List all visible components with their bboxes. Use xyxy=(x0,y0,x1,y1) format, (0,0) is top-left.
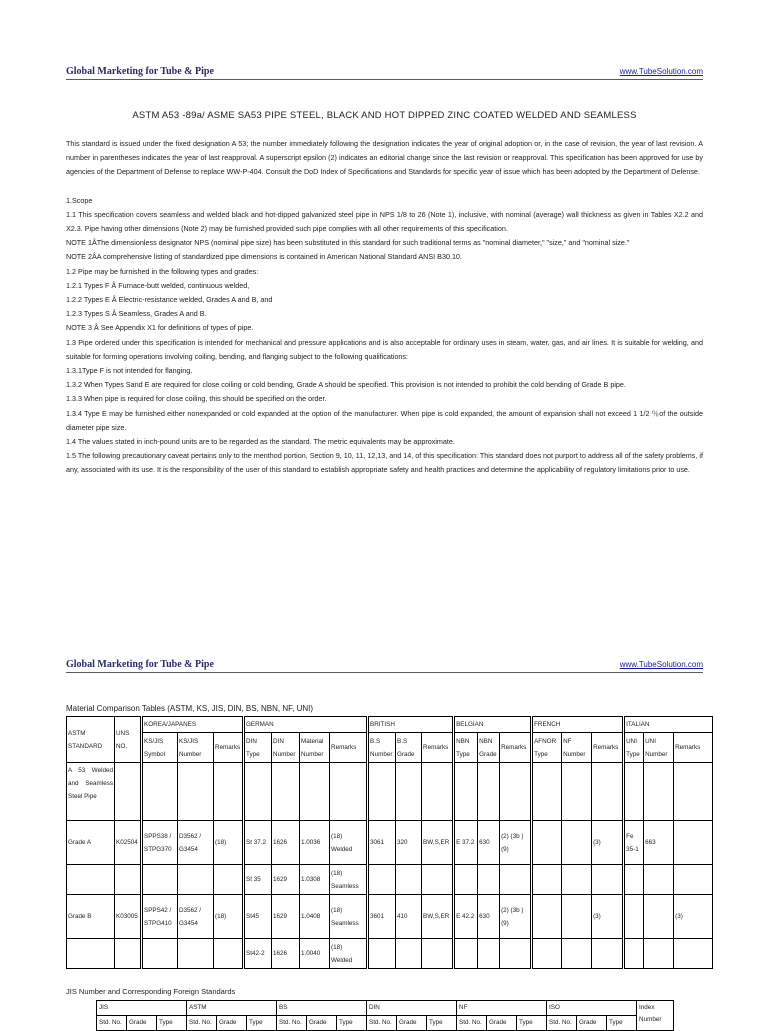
table-subheader-row xyxy=(67,733,713,763)
note-2: NOTE 2ÂA comprehensive listing of standardized pipe dimensions is contained in American National Standard ANSI B30.10. xyxy=(66,252,462,262)
table-cell xyxy=(178,865,214,895)
table-cell xyxy=(562,821,592,865)
table-cell xyxy=(422,939,454,969)
table-cell xyxy=(142,865,178,895)
table-cell xyxy=(396,865,422,895)
column-header: Remarks xyxy=(330,733,368,763)
paragraph-1-4: 1.4 The values stated in inch-pound units are to be regarded as the standard. The metric equivalents may be approximate. xyxy=(66,437,455,447)
table-cell xyxy=(562,939,592,969)
table-cell xyxy=(562,895,592,939)
column-header: Remarks xyxy=(500,733,532,763)
table-cell: D3562 / G3454 xyxy=(178,895,214,939)
table-cell xyxy=(396,939,422,969)
column-header: Std. No. xyxy=(187,1016,217,1031)
table-cell: D3562 / G3454 xyxy=(178,821,214,865)
table-cell xyxy=(368,939,396,969)
paragraph-1-1: 1.1 This specification covers seamless and welded black and hot-dipped galvanized steel pipe in NPS 1/8 to 26 (Note 1), inclusive, with nominal (average) wall thickness as given in Tables X2.2 and X2.3. Pipe having other dimensions (Note 2) may be furnished provided such pipe complies with all other requirements of this specification. xyxy=(66,209,703,234)
column-header: Grade xyxy=(577,1016,607,1031)
uns-cell: K02504 xyxy=(115,821,142,865)
table-cell: (3) xyxy=(592,821,624,865)
material-comparison-table xyxy=(66,716,713,969)
table-cell xyxy=(644,865,674,895)
table-cell: Fe 35-1 xyxy=(624,821,644,865)
jis-subheader-row xyxy=(97,1016,674,1031)
table-cell: (3) xyxy=(674,895,713,939)
table-cell: (2) (3b )(9) xyxy=(500,821,532,865)
group-header: BELGIAN xyxy=(454,717,532,733)
column-header: B.S Number xyxy=(368,733,396,763)
jis-header-row xyxy=(97,1001,674,1016)
column-header: Type xyxy=(607,1016,637,1031)
column-header: KS/JIS Number xyxy=(178,733,214,763)
table-cell: E 37.2 xyxy=(454,821,478,865)
uns-cell xyxy=(115,865,142,895)
table-cell xyxy=(532,939,562,969)
paragraph-1-3: 1.3 Pipe ordered under this specification is intended for mechanical and pressure applications and is also acceptable for ordinary uses in steam, water, gas, and air lines. It is suitable for welding, and suitable for forming operations involving coiling, bending, and flanging subject to the following qualifications: xyxy=(66,337,703,361)
table-cell xyxy=(674,865,713,895)
table-cell xyxy=(592,865,624,895)
table-cell xyxy=(214,865,244,895)
table-cell xyxy=(644,895,674,939)
table-cell: (18) xyxy=(214,895,244,939)
document-title: ASTM A53 -89a/ ASME SA53 PIPE STEEL, BLACK AND HOT DIPPED ZINC COATED WELDED AND SEAMLESS xyxy=(132,110,637,121)
table-cell: 630 xyxy=(478,821,500,865)
table-cell: (18) Seamless xyxy=(330,865,368,895)
group-header: BRITISH xyxy=(368,717,454,733)
table-cell xyxy=(624,939,644,969)
jis-table xyxy=(96,1000,674,1031)
paragraph-1-2-3: 1.2.3 Types S Â Seamless, Grades A and B. xyxy=(66,309,207,319)
table-cell xyxy=(624,895,644,939)
grade-cell xyxy=(67,865,115,895)
column-header: Material Number xyxy=(300,733,330,763)
column-header: Std. No. xyxy=(457,1016,487,1031)
table-cell xyxy=(562,865,592,895)
grade-cell: Grade B xyxy=(67,895,115,939)
column-header: NF Number xyxy=(562,733,592,763)
table-row xyxy=(67,939,713,969)
table-cell: SPPS42 / STPG410 xyxy=(142,895,178,939)
table-row xyxy=(67,895,713,939)
scope-heading: 1.Scope xyxy=(66,195,93,205)
column-header: Std. No. xyxy=(547,1016,577,1031)
column-header: UNI Type xyxy=(624,733,644,763)
table-cell: 1.0308 xyxy=(300,865,330,895)
table-cell: St42-2 xyxy=(244,939,272,969)
column-header: Grade xyxy=(127,1016,157,1031)
table-cell: BW,S,ER xyxy=(422,821,454,865)
table-cell xyxy=(500,865,532,895)
column-header: Std. No. xyxy=(367,1016,397,1031)
column-header: Grade xyxy=(487,1016,517,1031)
table-cell: 320 xyxy=(396,821,422,865)
column-header: NBN Grade xyxy=(478,733,500,763)
table-cell: (2) (3b )(9) xyxy=(500,895,532,939)
header-rule xyxy=(66,79,703,80)
column-header: DIN Number xyxy=(272,733,300,763)
column-header: Remarks xyxy=(592,733,624,763)
jis-group-header: JIS xyxy=(97,1001,187,1016)
table-cell xyxy=(674,821,713,865)
astm-standard-header: ASTM STANDARD xyxy=(67,717,115,763)
site-link[interactable]: www.TubeSolution.com xyxy=(619,67,703,76)
grade-cell xyxy=(67,939,115,969)
column-header: Std. No. xyxy=(97,1016,127,1031)
jis-table-title: JIS Number and Corresponding Foreign Standards xyxy=(66,987,236,996)
table-cell: (18) Welded xyxy=(330,821,368,865)
table-cell xyxy=(624,865,644,895)
table-cell: E 42.2 xyxy=(454,895,478,939)
table-group-row xyxy=(67,717,713,733)
table-cell xyxy=(532,895,562,939)
paragraph-1-3-1: 1.3.1Type F is not intended for flanging. xyxy=(66,366,193,376)
table-cell: SPPS38 / STPG370 xyxy=(142,821,178,865)
a53-label-cell: A 53 Welded and Seamless Steel Pipe xyxy=(67,763,115,821)
table-cell xyxy=(500,939,532,969)
header-rule xyxy=(66,672,703,673)
paragraph-1-2-2: 1.2.2 Types E Â Electric-resistance welded, Grades A and B, and xyxy=(66,295,273,305)
column-header: Grade xyxy=(397,1016,427,1031)
group-header: GERMAN xyxy=(244,717,368,733)
uns-cell xyxy=(115,939,142,969)
column-header: Remarks xyxy=(214,733,244,763)
column-header: Grade xyxy=(307,1016,337,1031)
column-header: Remarks xyxy=(422,733,454,763)
column-header: Type xyxy=(247,1016,277,1031)
paragraph-1-3-2: 1.3.2 When Types Sand E are required for close coiling or cold bending, Grade A should be specified. This provision is not intended to prohibit the cold bending of Grade B pipe. xyxy=(66,380,626,390)
paragraph-1-5: 1.5 The following precautionary caveat pertains only to the menthod portion, Section 9, 10, 11, 12,13, and 14, of this specification: This standard does not purport to address all of the safety problems, if any, associated with its use. It is the responsibility of the user of this standard to establish appropriate safety and health practices and determine the applicability of regulatory limitations prior to use. xyxy=(66,451,703,475)
column-header: NBN Type xyxy=(454,733,478,763)
table-cell: 663 xyxy=(644,821,674,865)
paragraph-1-2-1: 1.2.1 Types F Â Furnace-butt welded, continuous welded, xyxy=(66,280,250,290)
table-cell: 3601 xyxy=(368,895,396,939)
document-body xyxy=(66,137,703,478)
jis-group-header: NF xyxy=(457,1001,547,1016)
column-header: Remarks xyxy=(674,733,713,763)
uns-cell: K03005 xyxy=(115,895,142,939)
grade-cell: Grade A xyxy=(67,821,115,865)
site-link[interactable]: www.TubeSolution.com xyxy=(619,660,703,669)
table-cell xyxy=(644,939,674,969)
table-cell xyxy=(178,939,214,969)
jis-group-header: BS xyxy=(277,1001,367,1016)
group-header: KOREA/JAPANES xyxy=(142,717,244,733)
jis-group-header: Index Number xyxy=(637,1001,674,1031)
column-header: B.S Grade xyxy=(396,733,422,763)
group-header: FRENCH xyxy=(532,717,624,733)
brand-name: Global Marketing for Tube & Pipe xyxy=(66,659,214,670)
table-cell: 3061 xyxy=(368,821,396,865)
table-row xyxy=(67,763,713,821)
note-1: NOTE 1ÂThe dimensionless designator NPS (nominal pipe size) has been substituted in this standard for such traditional terms as "nominal diameter," "size," and "nominal size." xyxy=(66,238,630,248)
intro-paragraph: This standard is issued under the fixed designation A 53; the number immediately following the designation indicates the year of original adoption or, in the case of revision, the year of last revision. A number in parentheses indicates the year of last reapproval. A superscript epsilon (2) indicates an editorial change since the last revision or reapproval. This specification has been approved for use by agencies of the Department of Defense to replace WW-P-404. Consult the DoD Index of Specifications and Standards for specific year of issue which has been adopted by the Department of Defense. xyxy=(66,139,703,177)
table-cell xyxy=(214,939,244,969)
table-cell: (3) xyxy=(592,895,624,939)
table-row xyxy=(67,865,713,895)
table-cell: (18) Welded xyxy=(330,939,368,969)
column-header: Type xyxy=(517,1016,547,1031)
jis-group-header: ISO xyxy=(547,1001,637,1016)
table-cell xyxy=(454,939,478,969)
table-cell: 1629 xyxy=(272,895,300,939)
column-header: Type xyxy=(337,1016,367,1031)
column-header: Type xyxy=(157,1016,187,1031)
table-cell xyxy=(478,939,500,969)
column-header: UNI Number xyxy=(644,733,674,763)
paragraph-1-3-3: 1.3.3 When pipe is required for close coiling, this should be specified on the order. xyxy=(66,394,327,404)
column-header: Std. No. xyxy=(277,1016,307,1031)
material-table-title: Material Comparison Tables (ASTM, KS, JIS, DIN, BS, NBN, NF, UNI) xyxy=(66,704,314,713)
table-cell: BW,S,ER xyxy=(422,895,454,939)
table-cell xyxy=(454,865,478,895)
table-cell xyxy=(368,865,396,895)
brand-name: Global Marketing for Tube & Pipe xyxy=(66,66,214,77)
table-cell: 1.0036 xyxy=(300,821,330,865)
table-cell: (18) xyxy=(214,821,244,865)
group-header: ITALIAN xyxy=(624,717,713,733)
table-cell: 1.0408 xyxy=(300,895,330,939)
table-cell xyxy=(478,865,500,895)
table-cell: St45 xyxy=(244,895,272,939)
table-cell: 1.0040 xyxy=(300,939,330,969)
column-header: DIN Type xyxy=(244,733,272,763)
paragraph-1-3-4: 1.3.4 Type E may be furnished either nonexpanded or cold expanded at the option of the manufacturer. When pipe is cold expanded, the amount of expansion shall not exceed 1 1/2 ％of the outside diameter pipe size. xyxy=(66,408,703,432)
jis-group-header: ASTM xyxy=(187,1001,277,1016)
page-header-2 xyxy=(66,659,703,673)
table-cell xyxy=(592,939,624,969)
table-cell xyxy=(142,939,178,969)
jis-group-header: DIN xyxy=(367,1001,457,1016)
column-header: KS/JIS Symbol xyxy=(142,733,178,763)
table-row xyxy=(67,821,713,865)
table-cell: 1629 xyxy=(272,865,300,895)
column-header: Type xyxy=(427,1016,457,1031)
table-cell: (18) Seamless xyxy=(330,895,368,939)
table-cell: 410 xyxy=(396,895,422,939)
table-cell xyxy=(422,865,454,895)
table-cell: St 37.2 xyxy=(244,821,272,865)
column-header: AFNOR Type xyxy=(532,733,562,763)
note-3: NOTE 3 Â See Appendix X1 for definitions of types of pipe. xyxy=(66,323,254,333)
table-cell xyxy=(532,865,562,895)
table-cell: 630 xyxy=(478,895,500,939)
table-cell: 1626 xyxy=(272,821,300,865)
column-header: Grade xyxy=(217,1016,247,1031)
paragraph-1-2: 1.2 Pipe may be furnished in the following types and grades: xyxy=(66,266,259,276)
table-cell: 1626 xyxy=(272,939,300,969)
table-cell xyxy=(532,821,562,865)
table-cell xyxy=(674,939,713,969)
page-header xyxy=(66,66,703,80)
uns-no-header: UNS NO. xyxy=(115,717,142,763)
table-cell: St 35 xyxy=(244,865,272,895)
